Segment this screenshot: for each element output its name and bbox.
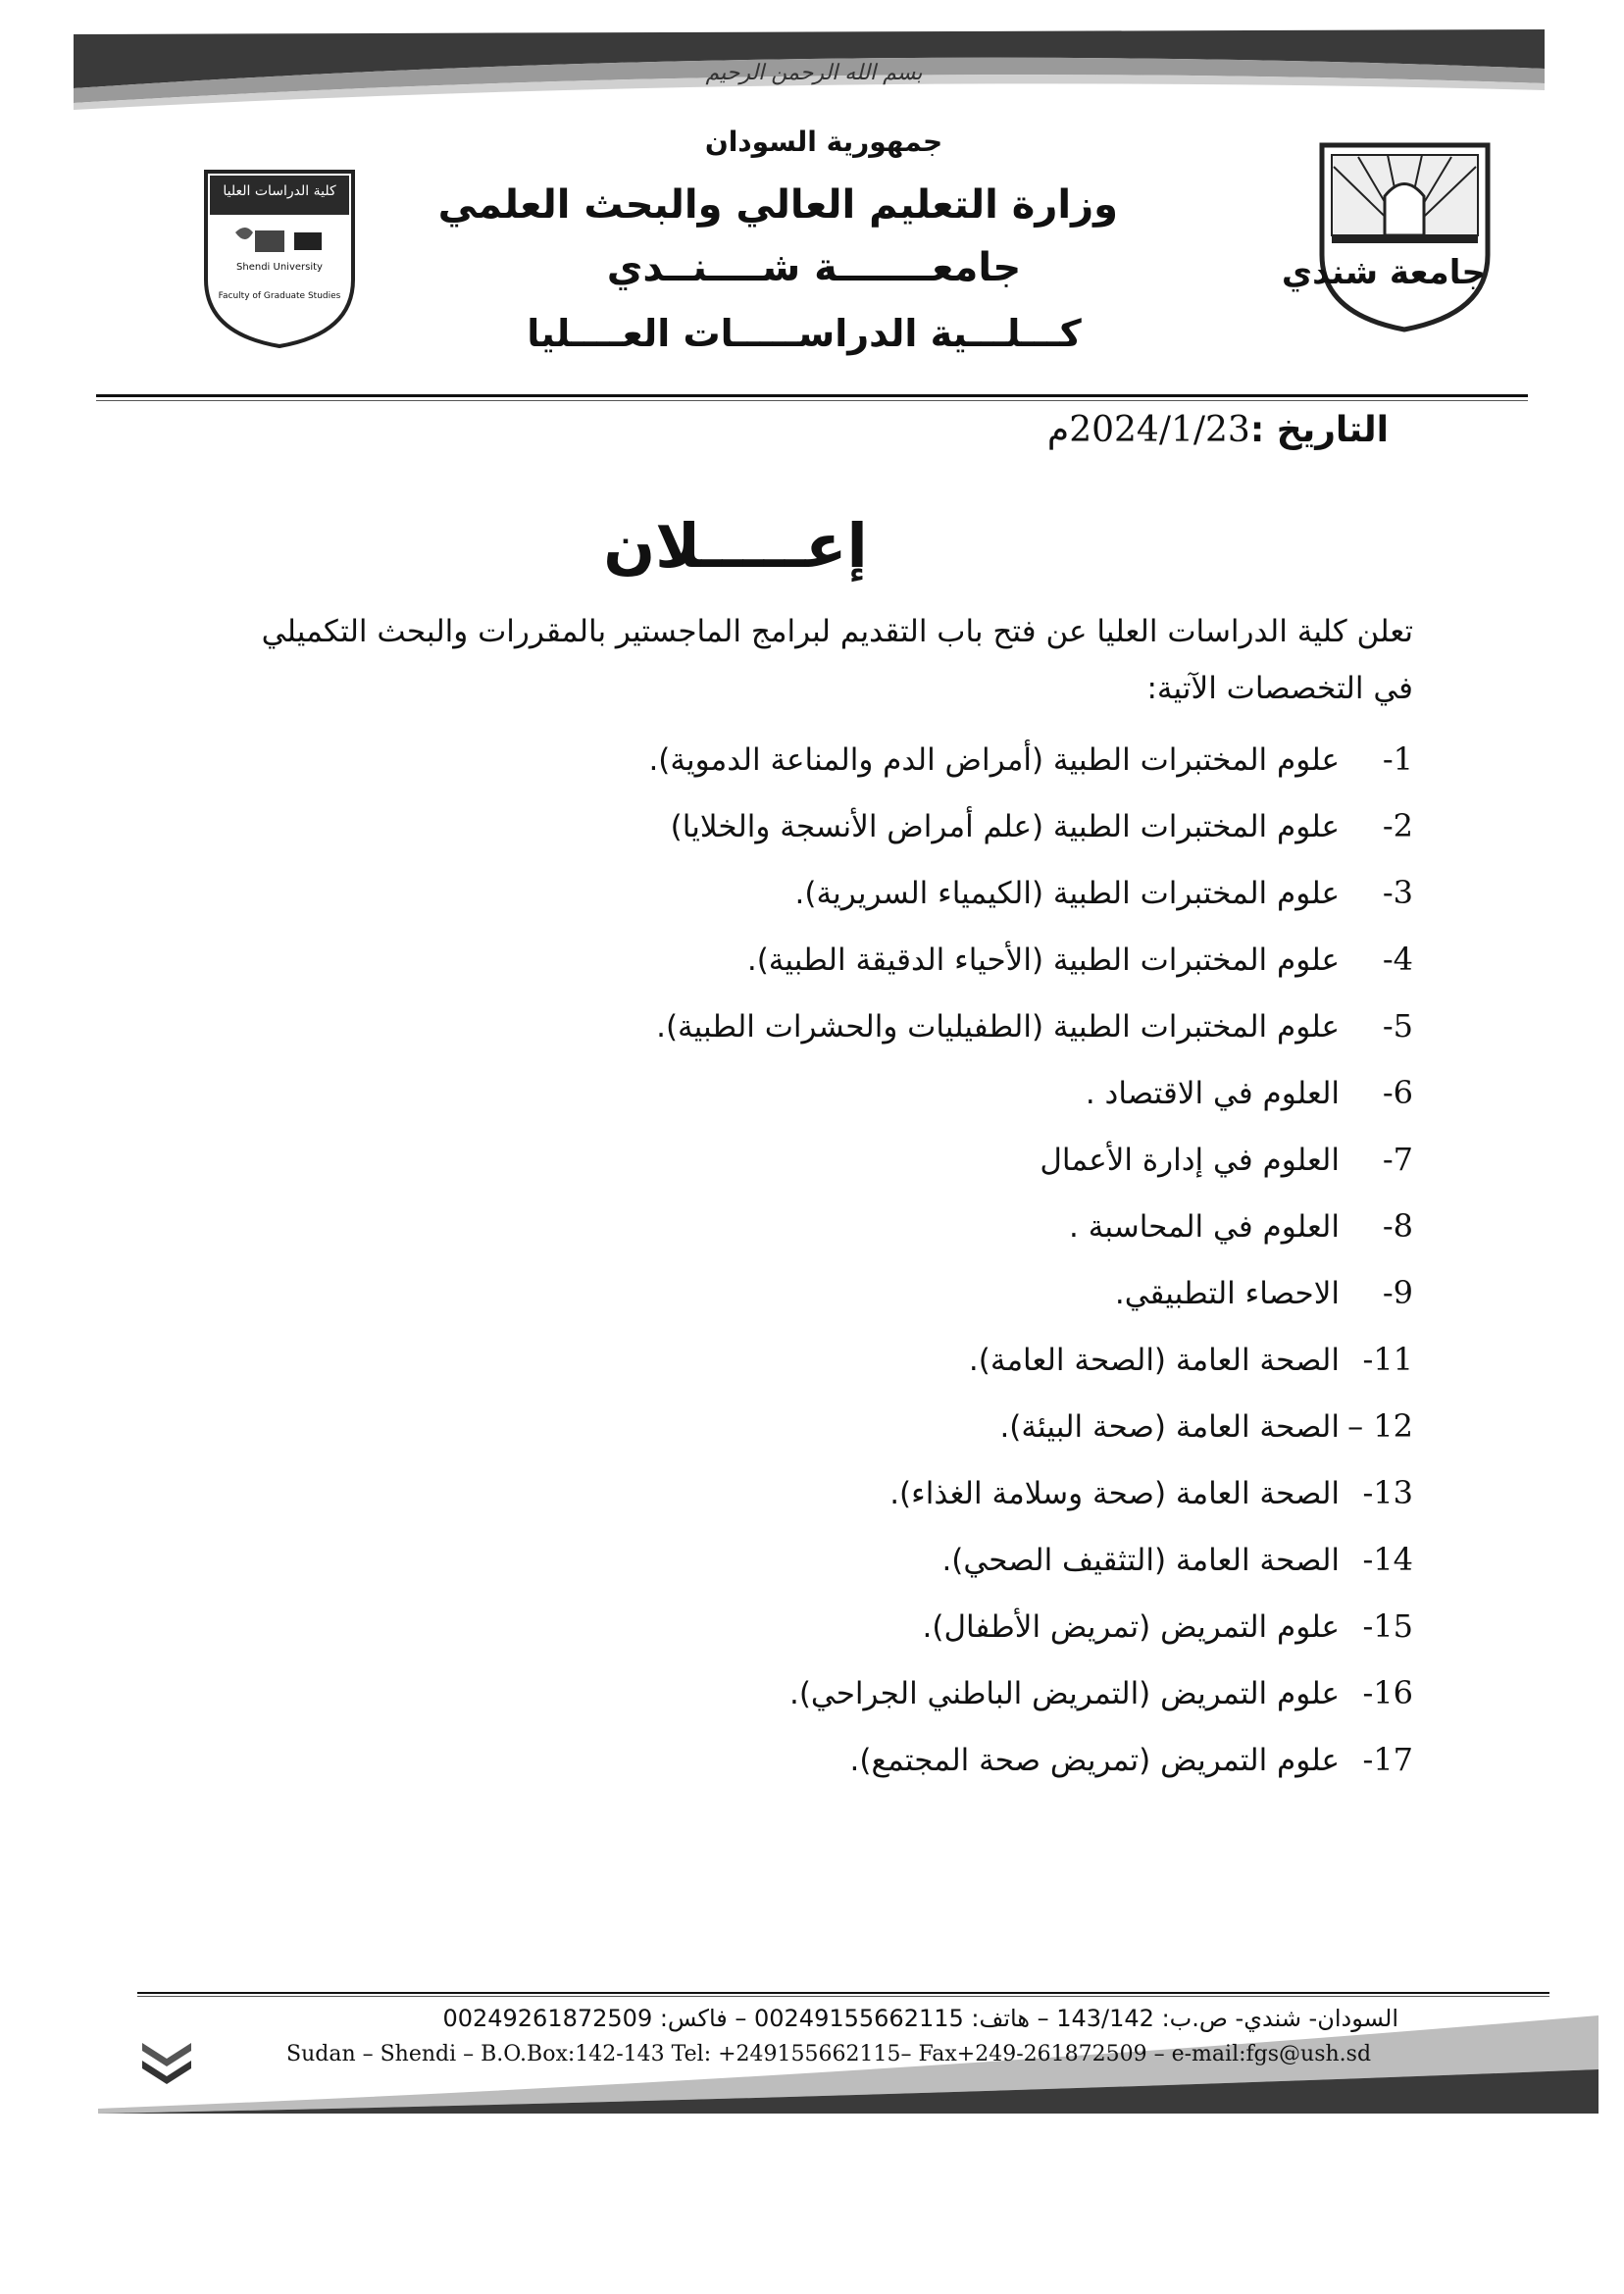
faculty-seal-logo (196, 162, 363, 348)
item-number: 11- (1362, 1341, 1413, 1378)
item-number: 4- (1382, 941, 1413, 978)
list-item (256, 1593, 1413, 1659)
item-number: 7- (1382, 1141, 1413, 1178)
footer-address-english: Sudan – Shendi – B.O.Box:142-143 Tel: +249155662115– Fax+249-261872509 – e-mail:fgs@ush.sd (286, 2042, 1372, 2066)
list-item (256, 1659, 1413, 1726)
item-number: 15- (1362, 1607, 1413, 1645)
item-number: 9- (1382, 1274, 1413, 1311)
list-item (256, 993, 1413, 1059)
seal-top-text: كلية الدراسات العليا (223, 183, 336, 199)
faculty-name: كـــلـــية الدراســـــات العــــليا (527, 312, 1082, 355)
university-name: جامعـــــــة شــــنــدي (606, 245, 1022, 290)
item-number: 14- (1362, 1541, 1413, 1578)
date-value: 2024/1/23م (1046, 410, 1250, 450)
item-text: علوم المختبرات الطبية (الكيمياء السريرية). (794, 876, 1340, 911)
item-text: علوم التمريض (التمريض الباطني الجراحي). (788, 1676, 1340, 1711)
item-text: علوم التمريض (تمريض صحة المجتمع). (849, 1743, 1340, 1778)
item-number: 16- (1362, 1674, 1413, 1711)
document-date (1047, 410, 1389, 450)
header-divider-thin (96, 400, 1528, 401)
list-item (256, 1259, 1413, 1326)
item-number: 12 – (1347, 1407, 1413, 1445)
item-text: العلوم في الاقتصاد . (1085, 1076, 1340, 1111)
footer-divider-thin (137, 1996, 1549, 1997)
item-text: الاحصاء التطبيقي. (1114, 1276, 1340, 1311)
item-text: علوم التمريض (تمريض الأطفال). (922, 1609, 1340, 1645)
program-list (256, 726, 1413, 1793)
item-text: الصحة العامة (صحة البيئة). (999, 1409, 1340, 1445)
list-item (256, 1193, 1413, 1259)
ministry-name: وزارة التعليم العالي والبحث العلمي (437, 182, 1118, 228)
item-text: الصحة العامة (الصحة العامة). (968, 1343, 1340, 1378)
university-emblem-logo (1281, 137, 1496, 333)
basmala: بسم الله الرحمن الرحيم (705, 61, 923, 85)
item-text: علوم المختبرات الطبية (علم أمراض الأنسجة والخلايا) (670, 809, 1340, 844)
list-item (256, 1726, 1413, 1793)
seal-ring-text-2: Faculty of Graduate Studies (218, 291, 341, 301)
date-label: التاريخ : (1249, 410, 1389, 450)
list-item (256, 726, 1413, 792)
emblem-text: جامعة شندي (1281, 253, 1486, 292)
list-item (256, 792, 1413, 859)
item-number: 17- (1362, 1741, 1413, 1778)
item-number: 3- (1382, 874, 1413, 911)
item-number: 13- (1362, 1474, 1413, 1511)
announcement-intro: تعلن كلية الدراسات العليا عن فتح باب التقديم لبرامج الماجستير بالمقررات والبحث التكميلي في التخصصات الآتية: (261, 614, 1413, 706)
seal-ring-text: Shendi University (236, 262, 323, 273)
list-item (256, 859, 1413, 926)
footer-divider (137, 1992, 1549, 1994)
list-item (256, 1059, 1413, 1126)
list-item (256, 1526, 1413, 1593)
item-number: 1- (1382, 740, 1413, 778)
item-text: العلوم في إدارة الأعمال (1040, 1143, 1340, 1178)
list-item (256, 1326, 1413, 1393)
list-item (256, 1126, 1413, 1193)
item-text: العلوم في المحاسبة . (1069, 1209, 1340, 1245)
item-text: علوم المختبرات الطبية (أمراض الدم والمناعة الدموية). (648, 742, 1340, 778)
header-divider (96, 394, 1528, 397)
announcement-title: إعـــــلان (603, 510, 868, 582)
item-text: الصحة العامة (التثقيف الصحي). (941, 1543, 1340, 1578)
chevron-down-icon (137, 2035, 196, 2094)
item-text: علوم المختبرات الطبية (الأحياء الدقيقة الطبية). (746, 943, 1340, 978)
list-item (256, 1393, 1413, 1459)
item-text: الصحة العامة (صحة وسلامة الغذاء). (889, 1476, 1340, 1511)
item-number: 2- (1382, 807, 1413, 844)
footer-address-arabic: السودان- شندي- ص.ب: 143/142 – هاتف: 00249155662115 – فاكس: 00249261872509 (442, 2005, 1398, 2032)
list-item (256, 926, 1413, 993)
item-number: 8- (1382, 1207, 1413, 1245)
item-number: 5- (1382, 1007, 1413, 1045)
item-text: علوم المختبرات الطبية (الطفيليات والحشرات الطبية). (656, 1009, 1340, 1045)
item-number: 6- (1382, 1074, 1413, 1111)
list-item (256, 1459, 1413, 1526)
country-name: جمهورية السودان (704, 126, 943, 158)
